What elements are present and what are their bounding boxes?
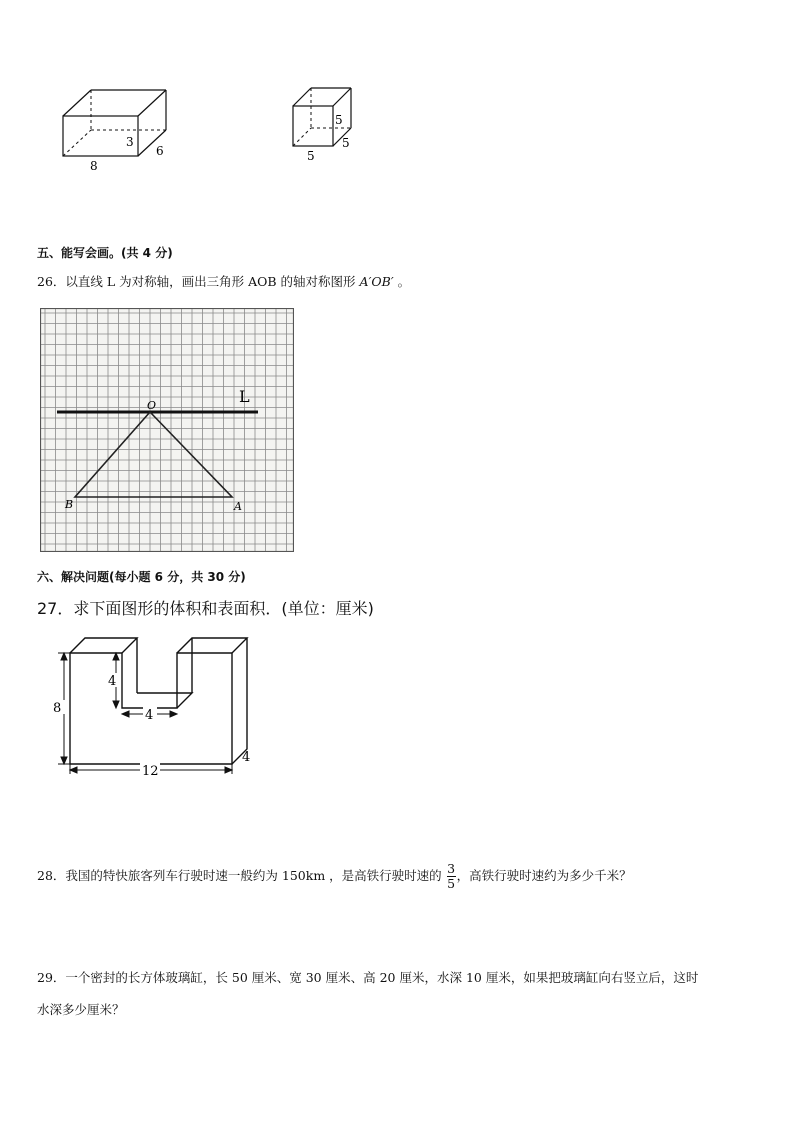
q27-solid-figure — [50, 630, 260, 785]
cube-figure — [285, 84, 365, 166]
q28-fraction — [447, 862, 456, 891]
cube-height-label: 5 — [335, 113, 343, 127]
q26-grid-figure — [40, 308, 294, 552]
q27-text: 27．求下面图形的体积和表面积．(单位：厘米) — [37, 599, 374, 618]
section6-title: 六、解决问题(每小题 6 分，共 30 分) — [37, 570, 246, 584]
vertex-o-label: O — [147, 399, 157, 412]
cuboid-height-label: 3 — [126, 135, 134, 149]
q27-notch-depth-label: 4 — [108, 674, 117, 689]
q27-length-label: 12 — [142, 764, 159, 779]
cube-front-label: 5 — [307, 149, 315, 163]
q27-depth-label: 4 — [242, 750, 251, 765]
vertex-a-label: A — [234, 500, 242, 513]
q26-text — [37, 272, 410, 290]
q26-end: 。 — [393, 274, 411, 289]
q28-frac-numerator: 3 — [447, 861, 456, 876]
cuboid-figure — [55, 84, 180, 174]
q27-height-label: 8 — [53, 701, 62, 716]
q26-prompt: 26．以直线 L 为对称轴，画出三角形 AOB 的轴对称图形 — [37, 274, 360, 289]
q28-prompt-before: 28．我国的特快旅客列车行驶时速一般约为 150km ，是高铁行驶时速的 — [37, 868, 446, 883]
q26-formula: A′OB′ — [359, 274, 394, 289]
q29-line2: 水深多少厘米？ — [37, 1002, 125, 1017]
q28-prompt-after: ，高铁行驶时速约为多少千米？ — [456, 868, 632, 883]
cube-side-label: 5 — [342, 136, 350, 150]
axis-label-L: L — [239, 387, 250, 406]
vertex-b-label: B — [65, 498, 74, 511]
q29-line1: 29．一个密封的长方体玻璃缸，长 50 厘米、宽 30 厘米、高 20 厘米，水深 10 厘米，如果把玻璃缸向右竖立后，这时 — [37, 970, 699, 985]
cuboid-length-label: 8 — [90, 159, 98, 173]
section5-title: 五、能写会画。(共 4 分) — [37, 246, 173, 260]
q27-notch-width-label: 4 — [145, 708, 154, 723]
cuboid-width-label: 6 — [156, 144, 164, 158]
q28-text — [37, 862, 632, 891]
q28-frac-denominator: 5 — [447, 876, 456, 891]
